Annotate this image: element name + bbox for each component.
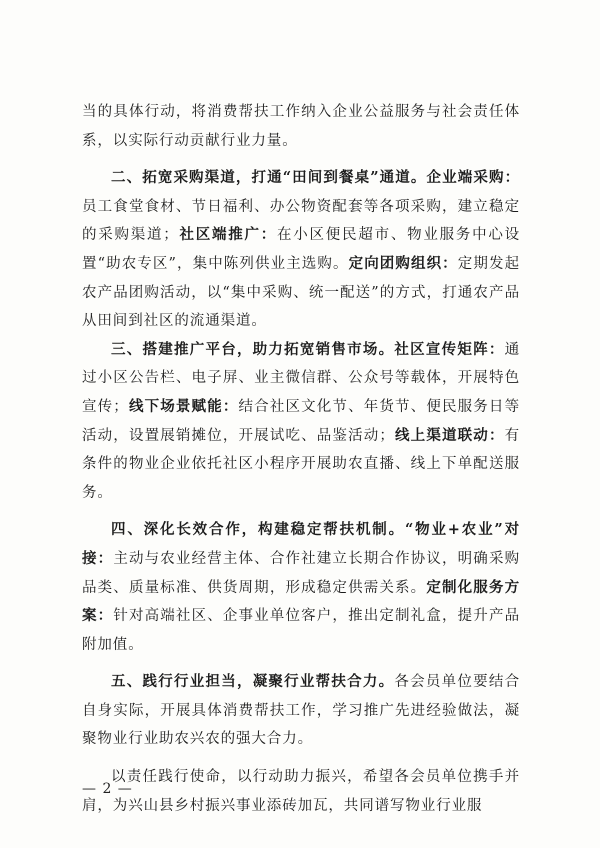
paragraph-text: 以责任践行使命，以行动助力振兴，希望各会员单位携手并肩，为兴山县乡村振兴事业添砖加瓦，共同谱写物业行业服 — [82, 769, 520, 814]
section-heading: 四、深化长效合作，构建稳定帮扶机制。 — [111, 521, 405, 539]
paragraph-text: 通过小区公告栏、电子屏、业主微信群、公众号等载体，开展特色宣传； — [82, 341, 520, 415]
paragraph-text: 定期发起农产品团购活动，以“集中采购、统一配送”的方式，打通农产品从田间到社区的流通渠道。 — [82, 255, 520, 330]
paragraph-text: 员工食堂食材、节日福利、办公物资配套等各项采购，建立稳定的采购渠道； — [82, 198, 520, 244]
paragraph-text: 当的具体行动，将消费帮扶工作纳入企业公益服务与社会责任体系，以实际行动贡献行业力量。 — [82, 104, 520, 149]
paragraph-text: 主动与农业经营主体、合作社建立长期合作协议，明确采购品类、质量标准、供货周期，形成稳定供需关系。 — [82, 550, 520, 596]
paragraph-long-term-cooperation — [82, 516, 520, 659]
subsection-label: 线上渠道联动： — [394, 426, 505, 444]
paragraph-text: 各会员单位要结合自身实际，开展具体消费帮扶工作，学习推广先进经验做法，凝聚物业行业助农兴农的强大合力。 — [82, 674, 520, 748]
paragraph-industry-responsibility — [82, 668, 520, 754]
document-body — [82, 98, 520, 820]
paragraph-continuation — [82, 98, 520, 155]
paragraph-text: 在小区便民超市、物业服务中心设置“助农专区”，集中陈列供业主选购。 — [82, 227, 520, 272]
paragraph-procurement-channels — [82, 164, 520, 336]
section-heading: 二、拓宽采购渠道，打通“田间到餐桌”通道。 — [111, 169, 427, 187]
page-number: — 2 — — [82, 781, 133, 797]
paragraph-text: 有条件的物业企业依托社区小程序开展助农直播、线上下单配送服务。 — [82, 427, 520, 501]
paragraph-promotion-platform — [82, 336, 520, 508]
section-heading: 五、践行行业担当，凝聚行业帮扶合力。 — [111, 673, 395, 691]
subsection-label: 企业端采购： — [426, 169, 520, 187]
subsection-label: 社区宣传矩阵： — [394, 340, 505, 358]
subsection-label: 社区端推广： — [178, 226, 278, 244]
subsection-label: “物业+农业”对接： — [82, 521, 520, 567]
section-heading: 三、搭建推广平台，助力拓宽销售市场。 — [111, 340, 395, 358]
paragraph-text: 针对高端社区、企事业单位客户，推出定制礼盒，提升产品附加值。 — [82, 608, 520, 653]
subsection-label: 定向团购组织： — [348, 254, 458, 272]
paragraph-text: 结合社区文化节、年货节、便民服务日等活动，设置展销摊位，开展试吃、品鉴活动； — [82, 398, 520, 444]
subsection-label: 定制化服务方案： — [82, 578, 520, 625]
subsection-label: 线下场景赋能： — [128, 397, 239, 415]
paragraph-closing — [82, 763, 520, 820]
